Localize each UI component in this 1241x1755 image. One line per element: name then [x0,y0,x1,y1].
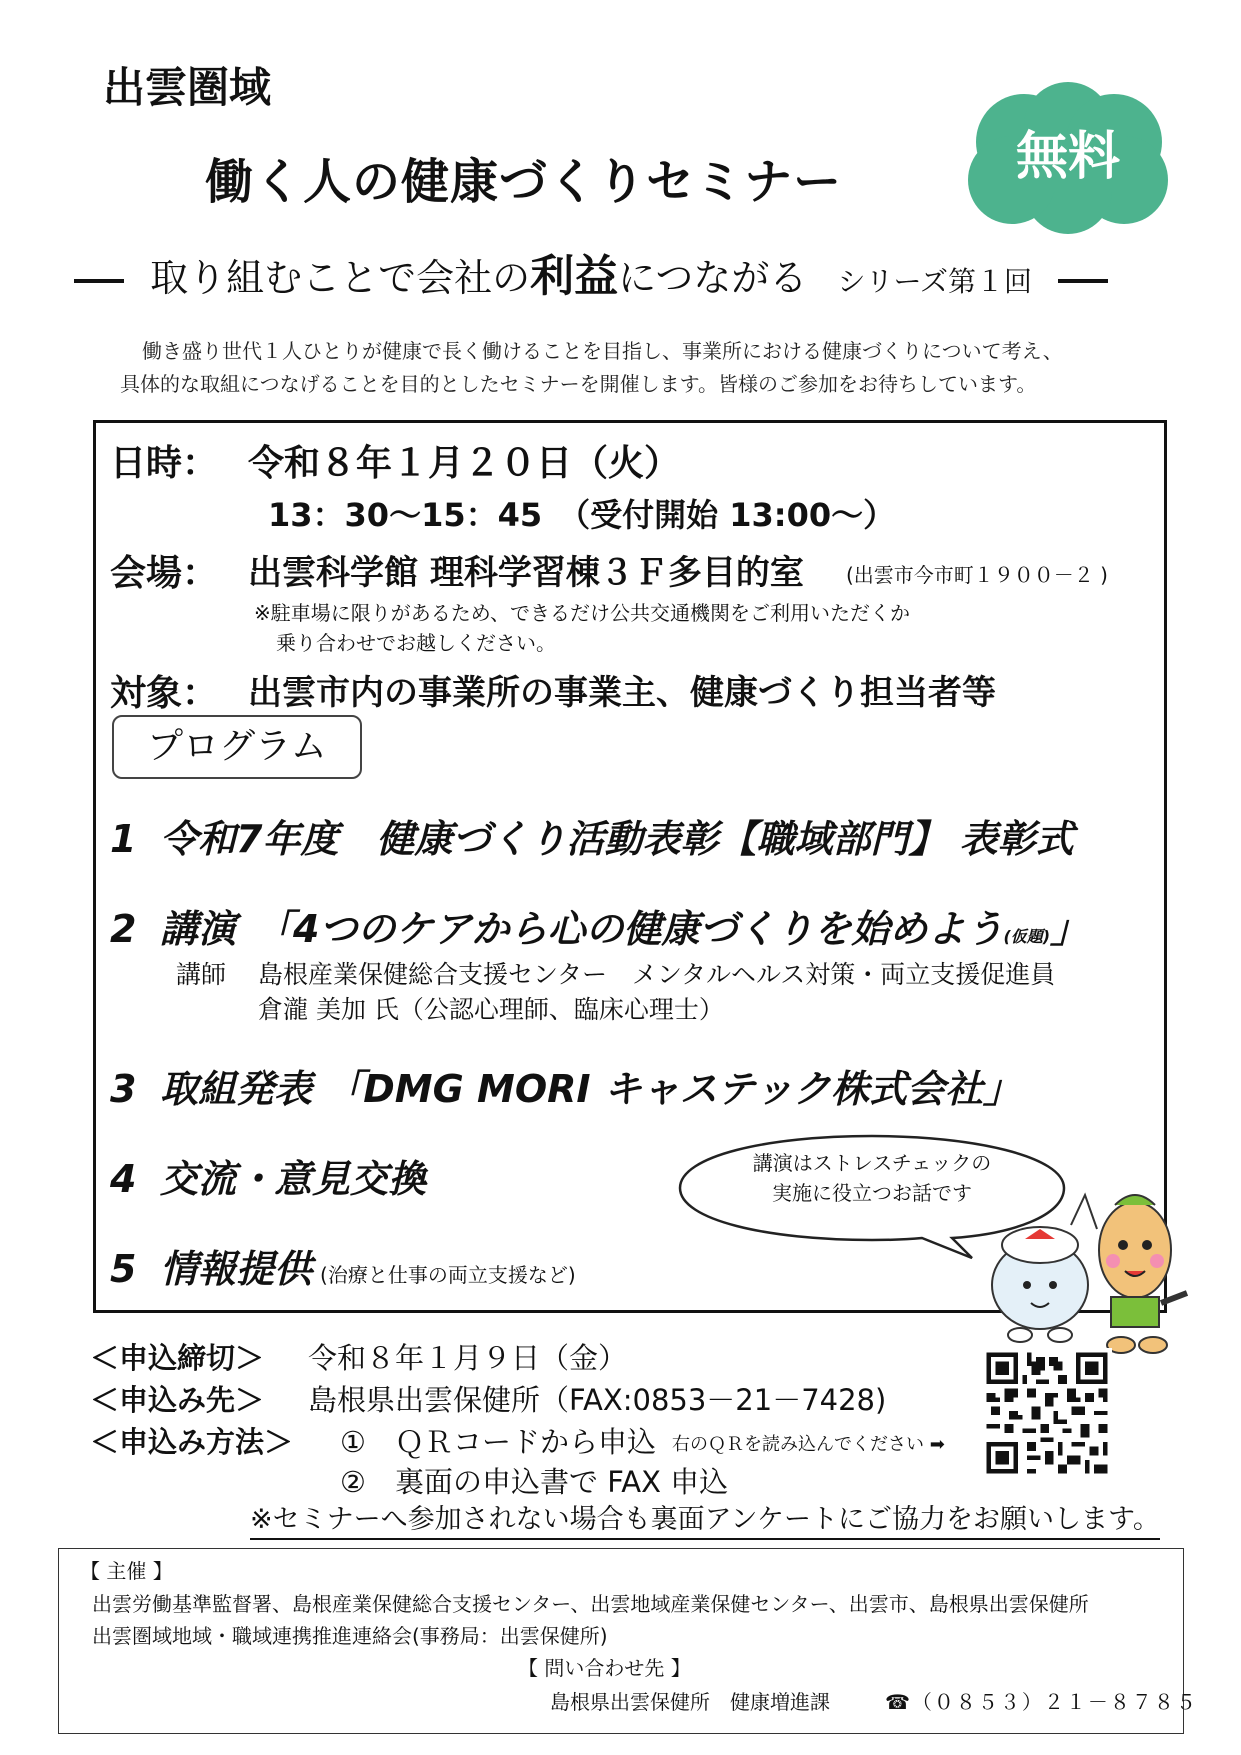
program-item-1-text: 令和7年度 健康づくり活動表彰【職域部門】 表彰式 [160,817,1074,861]
contact-office: 島根県出雲保健所 健康増進課 [550,1690,830,1714]
program-item-4-num: 4 [110,1157,137,1201]
series-label: シリーズ第１回 [837,265,1033,298]
intro-line-1: 働き盛り世代１人ひとりが健康で長く働けることを目指し、事業所における健康づくりについて考え、 [142,339,1063,363]
program-item-3-num: 3 [110,1067,137,1111]
destination-value: 島根県出雲保健所（FAX:0853－21－7428) [308,1383,887,1417]
free-badge [964,82,1172,234]
program-item-2-close: 」 [1050,907,1089,951]
subtitle-emphasis: 利益 [530,251,619,302]
program-item-1 [110,808,1074,863]
program-item-1-num: 1 [110,817,137,861]
dash-left [74,279,124,283]
lecturer-label: 講師 [176,960,227,989]
venue-label: 会場： [110,553,219,594]
host-line-2: 出雲圏域地域・職域連携推進連絡会(事務局：出雲保健所) [92,1624,608,1648]
program-item-4-text: 交流・意見交換 [160,1157,427,1201]
destination-label: ＜申込み先＞ [90,1383,265,1417]
method-qr: ① ＱＲコードから申込 [340,1425,656,1459]
method-fax: ② 裏面の申込書で FAX 申込 [340,1465,729,1499]
program-item-5 [110,1238,576,1293]
survey-notice: ※セミナーへ参加されない場合も裏面アンケートにご協力をお願いします。 [250,1497,1160,1540]
date-label: 日時： [110,443,219,484]
program-tag: プログラム [112,715,362,779]
dash-right [1058,279,1108,283]
intro-line-2: 具体的な取組につなげることを目的としたセミナーを開催します。皆様のご参加をお待ちしています。 [120,372,1037,396]
host-label: 【 主催 】 [80,1559,173,1583]
bubble-text [712,1148,1032,1208]
qr-code-icon[interactable] [982,1348,1112,1478]
program-item-4 [110,1148,426,1203]
subtitle-pre: 取り組むことで会社の [150,256,531,300]
seminar-title: 働く人の健康づくりセミナー [205,154,843,210]
contact-phone: ☎（０８５３）２１－８７８５ [885,1690,1198,1714]
program-item-3 [110,1058,1021,1113]
date-value: 令和８年１月２０日（火） [248,443,681,484]
host-line-1: 出雲労働基準監督署、島根産業保健総合支援センター、出雲地域産業保健センター、出雲市、島根県出雲保健所 [92,1592,1089,1616]
lecturer-name: 倉瀧 美加 氏（公認心理師、臨床心理士） [258,995,724,1024]
bubble-line-2: 実施に役立つお話です [772,1181,972,1205]
peanut-mascot-icon [1071,1195,1187,1353]
program-item-5-text: 情報提供 [160,1247,313,1291]
program-item-5-small: (治療と仕事の両立支援など) [320,1263,576,1287]
program-item-3-text: 取組発表 「DMG MORI キャステック株式会社」 [160,1067,1021,1111]
lecturer-org: 島根産業保健総合支援センター メンタルヘルス対策・両立支援促進員 [258,960,1056,989]
bubble-line-1: 講演はストレスチェックの [752,1151,992,1175]
program-item-2-text: 講演 「4つのケアから心の健康づくりを始めよう [160,907,1004,951]
program-item-2 [110,898,1088,953]
target-label: 対象： [110,673,219,714]
venue-address: (出雲市今市町１９００－２ ) [846,563,1108,587]
clam-mascot-icon [992,1227,1088,1342]
subtitle-post: につながる [618,256,808,300]
mascot-illustration [985,1185,1195,1360]
method-qr-hint: 右のＱＲを読み込んでください ➡ [672,1434,945,1455]
parking-note-1: ※駐車場に限りがあるため、できるだけ公共交通機関をご利用いただくか [254,601,910,625]
region-title: 出雲圏域 [103,63,272,112]
time-value: 13：30～15：45 （受付開始 13:00～） [268,496,896,534]
program-item-2-small: (仮題) [1003,927,1051,946]
subtitle [60,240,1122,304]
intro-text [120,335,1063,401]
venue-value: 出雲科学館 理科学習棟３Ｆ多目的室 [248,553,804,593]
contact-label: 【 問い合わせ先 】 [518,1656,691,1680]
program-item-2-num: 2 [110,907,137,951]
deadline-value: 令和８年１月９日（金） [308,1341,628,1375]
target-value: 出雲市内の事業所の事業主、健康づくり担当者等 [248,673,996,713]
method-label: ＜申込み方法＞ [90,1425,294,1459]
program-item-5-num: 5 [110,1247,137,1291]
free-badge-text: 無料 [1015,127,1121,187]
parking-note-2: 乗り合わせでお越しください。 [276,631,556,655]
deadline-label: ＜申込締切＞ [90,1341,265,1375]
